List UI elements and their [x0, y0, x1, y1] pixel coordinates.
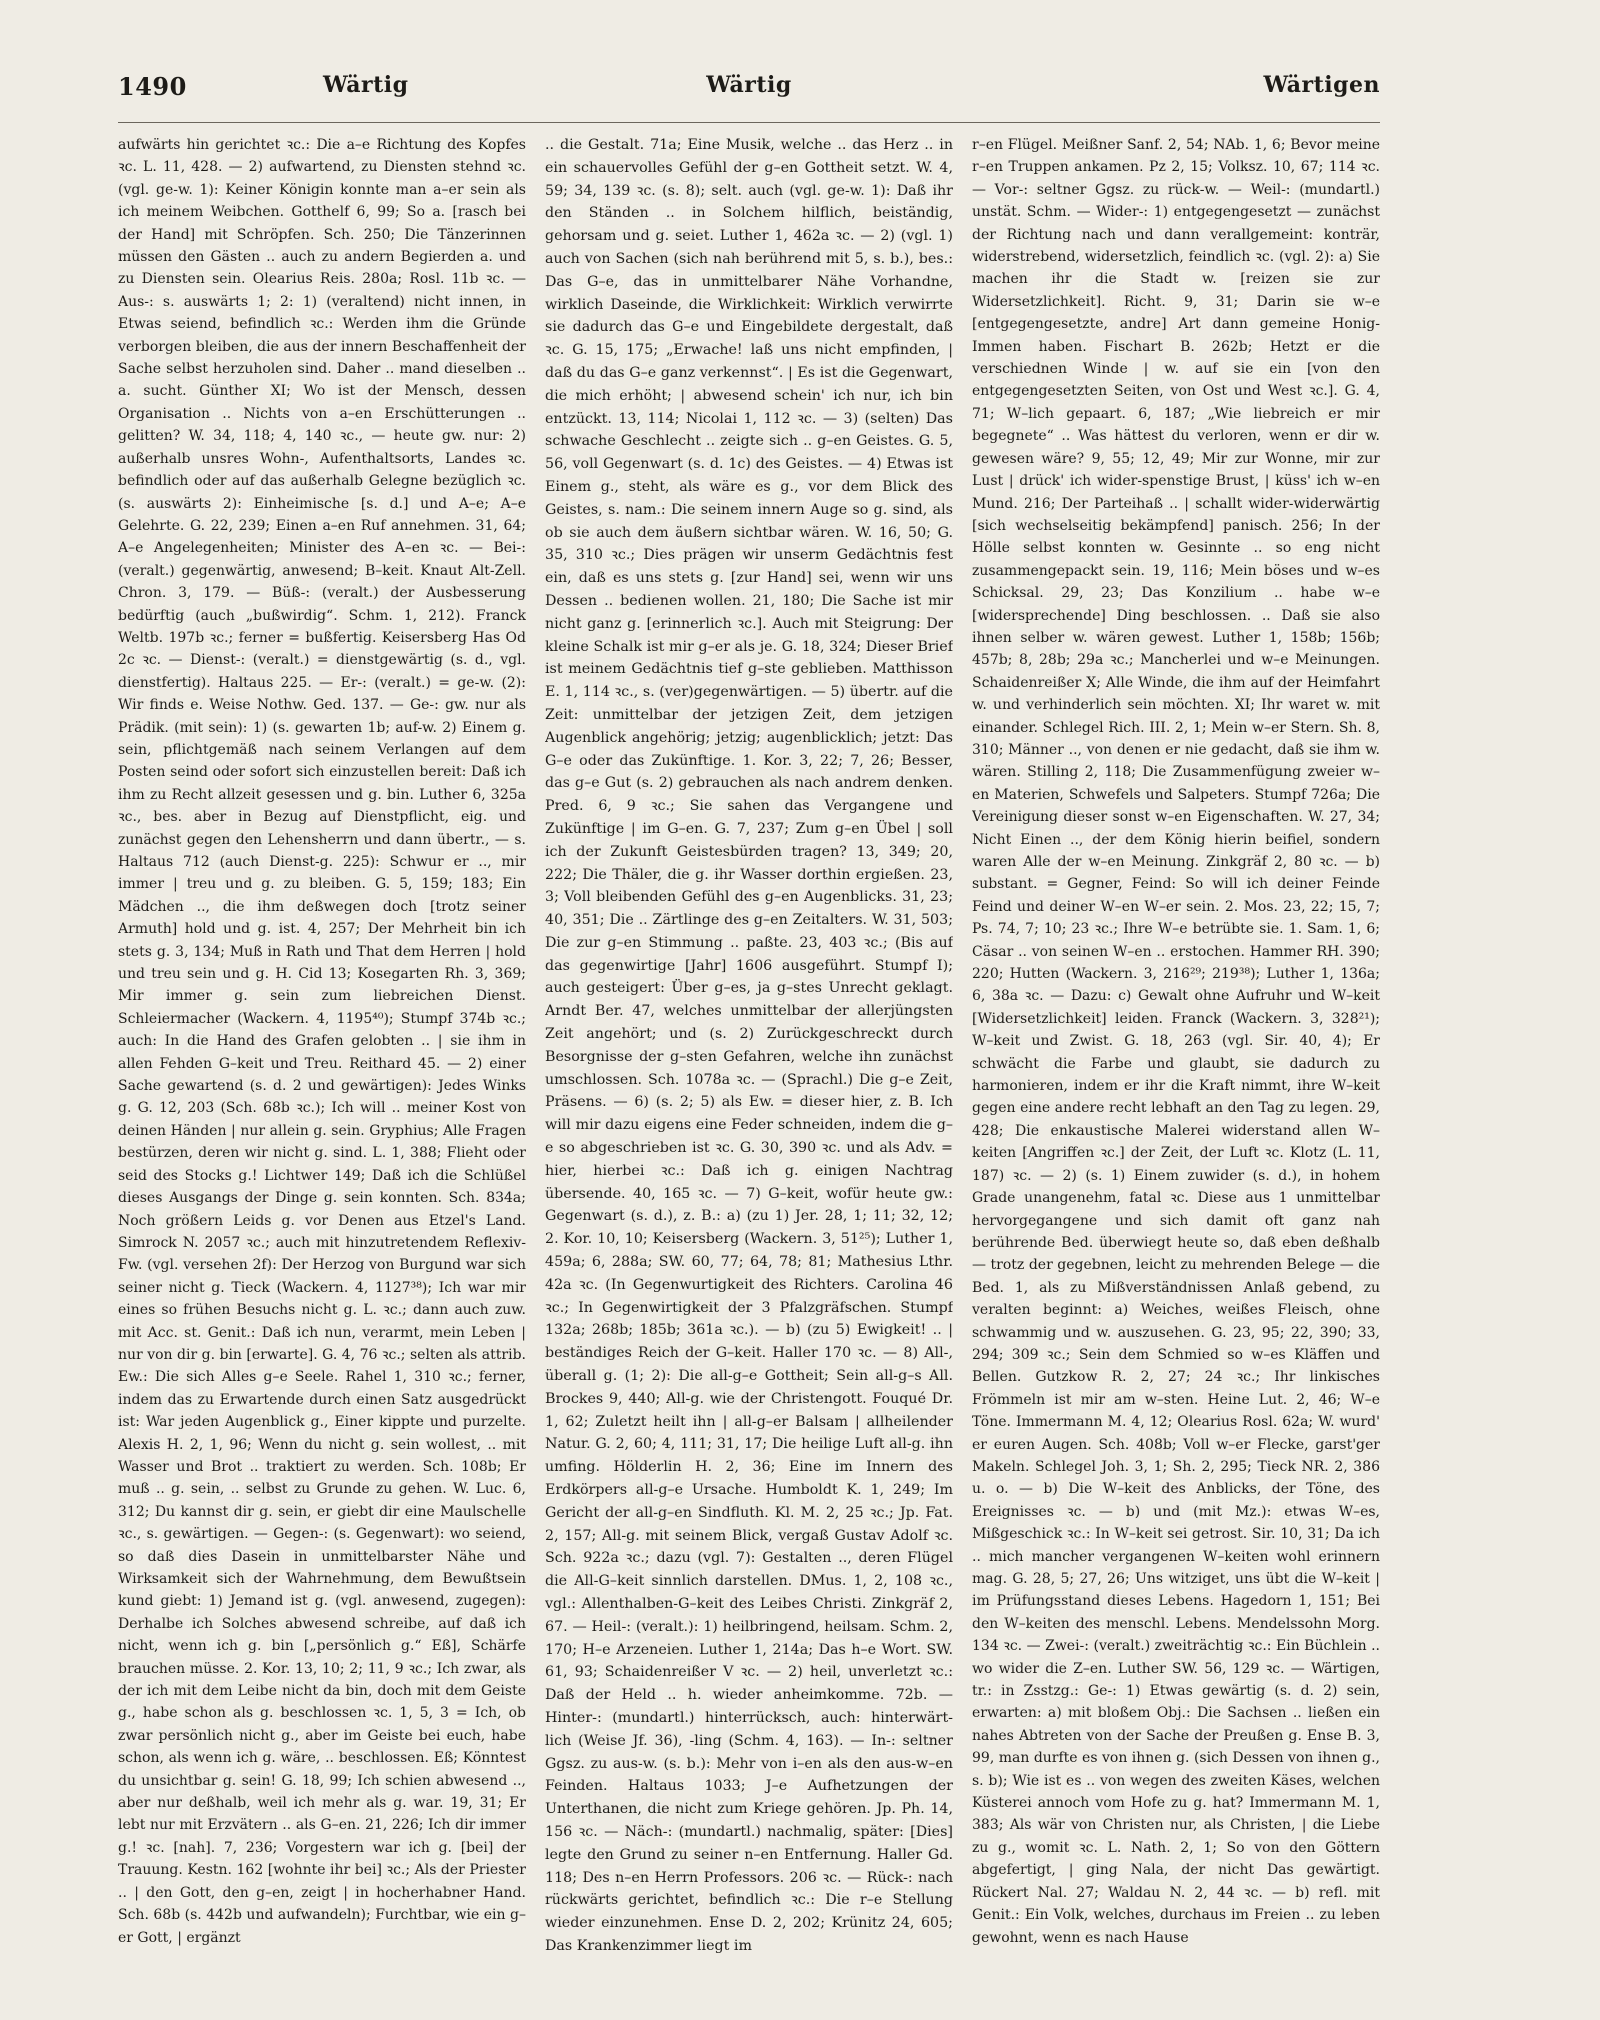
page-header: [118, 72, 1380, 112]
column-left: [118, 134, 526, 1994]
column-middle-text: .. die Gestalt. 71a; Eine Musik, welche .. das Herz .. in ein schauervolles Gefühl der g–en Gottheit setzt. W. 4, 59; 34, 139 ꝛc. (s. 8); selt. auch (vgl. ge-w. 1): Daß ihr den Ständen .. in Solchem hilflich, beiständig, gehorsam und g. seiet. Luther 1, 462a ꝛc. — 2) (vgl. 1) auch von Sachen (sich nah berührend mit 5, s. b.), bes.: Das G–e, das in unmittelbarer Nähe Vorhandne, wirklich Daseinde, die Wirklichkeit: Wirklich verwirrte sie dadurch das G–e und Eingebildete dergestalt, daß ꝛc. G. 15, 175; „Erwache! laß uns nicht empfinden, | daß du das G–e ganz verkennst“. | Es ist die Gegenwart, die mich erhöht; | abwesend schein' ich nur, ich bin entzückt. 13, 114; Nicolai 1, 112 ꝛc. — 3) (selten) Das schwache Geschlecht .. zeigte sich .. g–en Geistes. G. 5, 56, voll Gegenwart (s. d. 1c) des Geistes. — 4) Etwas ist Einem g., steht, als wäre es g., vor dem Blick des Geistes, s. nam.: Die seinem innern Auge so g. sind, als ob sie auch dem äußern sichtbar wären. W. 16, 50; G. 35, 310 ꝛc.; Dies prägen wir unserm Gedächtnis fest ein, daß es uns stets g. [zur Hand] sei, wenn wir uns Dessen .. bedienen wollen. 21, 180; Die Sache ist mir nicht ganz g. [erinnerlich ꝛc.]. Auch mit Steigrung: Der kleine Schalk ist mir g–er als je. G. 18, 324; Dieser Brief ist meinem Gedächtnis tief g–ste geblieben. Matthisson E. 1, 114 ꝛc., s. (ver)gegenwärtigen. — 5) übertr. auf die Zeit: unmittelbar der jetzigen Zeit, dem jetzigen Augenblick angehörig; jetzig; augenblicklich; jetzt: Das G–e oder das Zukünftige. 1. Kor. 3, 22; 7, 26; Besser, das g–e Gut (s. 2) gebrauchen als nach andrem denken. Pred. 6, 9 ꝛc.; Sie sahen das Vergangene und Zukünftige | im G–en. G. 7, 237; Zum g–en Übel | soll ich der Zukunft Geistesbürden tragen? 13, 349; 20, 222; Die Thäler, die g. ihr Wasser dorthin ergießen. 23, 3; Voll bleibenden Gefühl des g–en Augenblicks. 31, 23; 40, 351; Die .. Zärtlinge des g–en Zeitalters. W. 31, 503; Die zur g–en Stimmung .. paßte. 23, 403 ꝛc.; (Bis auf das gegenwirtige [Jahr] 1606 ausgeführt. Stumpf I); auch gesteigert: Über g–es, ja g–stes Unrecht geklagt. Arndt Ber. 47, welches unmittelbar der allerjüngsten Zeit angehört; und (s. 2) Zurückgeschreckt durch Besorgnisse der g–sten Gefahren, welche ihn zunächst umschlossen. Sch. 1078a ꝛc. — (Sprachl.) Die g–e Zeit, Präsens. — 6) (s. 2; 5) als Ew. = dieser hier, z. B. Ich will mir dazu eigens eine Feder schneiden, indem die g–e so abgeschrieben ist ꝛc. G. 30, 390 ꝛc. und als Adv. = hier, hierbei ꝛc.: Daß ich g. einigen Nachtrag übersende. 40, 165 ꝛc. — 7) G–keit, wofür heute gw.: Gegenwart (s. d.), z. B.: a) (zu 1) Jer. 28, 1; 11; 32, 12; 2. Kor. 10, 10; Keisersberg (Wackern. 3, 51²⁵); Luther 1, 459a; 6, 288a; SW. 60, 77; 64, 78; 81; Mathesius Lthr. 42a ꝛc. (In Gegenwurtigkeit des Richters. Carolina 46 ꝛc.; In Gegenwirtigkeit der 3 Pfalzgräfschen. Stumpf 132a; 268b; 185b; 361a ꝛc.). — b) (zu 5) Ewigkeit! .. | beständiges Reich der G–keit. Haller 170 ꝛc. — 8) All-, überall g. (1; 2): Die all-g–e Gottheit; Sein all-g–s All. Brockes 9, 440; All-g. wie der Christengott. Fouqué Dr. 1, 62; Zuletzt heilt ihn | all-g–er Balsam | allheilender Natur. G. 2, 60; 4, 111; 31, 17; Die heilige Luft all-g. ihn umfing. Hölderlin H. 2, 36; Eine im Innern des Erdkörpers all-g–e Ursache. Humboldt K. 1, 249; Im Gericht der all-g–en Sindfluth. Kl. M. 2, 25 ꝛc.; Jp. Fat. 2, 157; All-g. mit seinem Blick, vergaß Gustav Adolf ꝛc. Sch. 922a ꝛc.; dazu (vgl. 7): Gestalten .., deren Flügel die All-G–keit sinnlich darstellen. DMus. 1, 2, 108 ꝛc., vgl.: Allenthalben-G–keit des Leibes Christi. Zinkgräf 2, 67. — Heil-: (veralt.): 1) heilbringend, heilsam. Schm. 2, 170; H–e Arzeneien. Luther 1, 214a; Das h–e Wort. SW. 61, 93; Schaidenreißer V ꝛc. — 2) heil, unverletzt ꝛc.: Daß der Held .. h. wieder anheimkomme. 72b. — Hinter-: (mundartl.) hinterrücksch, auch: hinterwärt-lich (Weise Jf. 36), -ling (Schm. 4, 163). — In-: seltner Ggsz. zu aus-w. (s. b.): Mehr von i–en als den aus-w–en Feinden. Haltaus 1033; J–e Aufhetzungen der Unterthanen, die nicht zum Kriege gehören. Jp. Ph. 14, 156 ꝛc. — Näch-: (mundartl.) nachmalig, später: [Dies] legte den Grund zu seiner n–en Entfernung. Haller Gd. 118; Des n–en Herrn Professors. 206 ꝛc. — Rück-: nach rückwärts gerichtet, befindlich ꝛc.: Die r–e Stellung wieder einzunehmen. Ense D. 2, 202; Krünitz 24, 605; Das Krankenzimmer liegt im: [545, 137, 953, 1954]
column-left-text: aufwärts hin gerichtet ꝛc.: Die a–e Richtung des Kopfes ꝛc. L. 11, 428. — 2) aufwartend, zu Diensten stehnd ꝛc. (vgl. ge-w. 1): Keiner Königin konnte man a–er sein als ich meinem Weibchen. Gotthelf 6, 99; So a. [rasch bei der Hand] mit Schröpfen. Sch. 250; Die Tänzerinnen müssen den Gästen .. auch zu andern Begierden a. und zu Diensten sein. Olearius Reis. 280a; Rosl. 11b ꝛc. — Aus-: s. auswärts 1; 2: 1) (veraltend) nicht innen, in Etwas seiend, befindlich ꝛc.: Werden ihm die Gründe verborgen bleiben, die aus der innern Beschaffenheit der Sache selbst herzuholen sind. Daher .. mand dieselben .. a. sucht. Günther XI; Wo ist der Mensch, dessen Organisation .. Nichts von a–en Erschütterungen .. gelitten? W. 34, 118; 4, 140 ꝛc., — heute gw. nur: 2) außerhalb unsres Wohn-, Aufenthaltsorts, Landes ꝛc. befindlich oder auf das außerhalb Gelegne bezüglich ꝛc. (s. auswärts 2): Einheimische [s. d.] und A–e; A–e Gelehrte. G. 22, 239; Einen a–en Ruf annehmen. 31, 64; A–e Angelegenheiten; Minister des A–en ꝛc. — Bei-: (veralt.) gegenwärtig, anwesend; B–keit. Knaut Alt-Zell. Chron. 3, 179. — Büß-: (veralt.) der Ausbesserung bedürftig (auch „bußwirdig“. Schm. 1, 212). Franck Weltb. 197b ꝛc.; ferner = bußfertig. Keisersberg Has Od 2c ꝛc. — Dienst-: (veralt.) = dienstgewärtig (s. d., vgl. dienstfertig). Haltaus 225. — Er-: (veralt.) = ge-w. (2): Wir finds e. Weise Nothw. Ged. 137. — Ge-: gw. nur als Prädik. (mit sein): 1) (s. gewarten 1b; auf-w. 2) Einem g. sein, pflichtgemäß nach seinem Verlangen auf dem Posten seind oder sofort sich einzustellen bereit: Daß ich ihm zu Recht allzeit gesessen und g. bin. Luther 6, 325a ꝛc., bes. aber in Bezug auf Dienstpflicht, eig. und zunächst gegen den Lehensherrn und dann übertr., — s. Haltaus 712 (auch Dienst-g. 225): Schwur er .., mir immer | treu und g. zu bleiben. G. 5, 159; 183; Ein Mädchen .., die ihm deßwegen doch [trotz seiner Armuth] hold und g. ist. 4, 257; Der Mehrheit bin ich stets g. 3, 134; Muß in Rath und That dem Herren | hold und treu sein und g. H. Cid 13; Kosegarten Rh. 3, 369; Mir immer g. sein zum liebreichen Dienst. Schleiermacher (Wackern. 4, 1195⁴⁰); Stumpf 374b ꝛc.; auch: In die Hand des Grafen gelobten .. | sie ihm in allen Fehden G–keit und Treu. Reithard 45. — 2) einer Sache gewartend (s. d. 2 und gewärtigen): Jedes Winks g. G. 12, 203 (Sch. 68b ꝛc.); Ich will .. meiner Kost von deinen Händen | nur allein g. sein. Gryphius; Alle Fragen bestürzen, deren wir nicht g. sind. L. 1, 388; Flieht oder seid des Stocks g.! Lichtwer 149; Daß ich die Schlüßel dieses Ausgangs der Dinge g. sein konnten. Sch. 834a; Noch größern Leids g. vor Denen aus Etzel's Land. Simrock N. 2057 ꝛc.; auch mit hinzutretendem Reflexiv-Fw. (vgl. versehen 2f): Der Herzog von Burgund war sich seiner nicht g. Tieck (Wackern. 4, 1127³⁸); Ich war mir eines so frühen Besuchs nicht g. L. ꝛc.; dann auch zuw. mit Acc. st. Genit.: Daß ich nun, verarmt, mein Leben | nur von dir g. bin [erwarte]. G. 4, 76 ꝛc.; selten als attrib. Ew.: Die sich Alles g–e Seele. Rahel 1, 310 ꝛc.; ferner, indem das zu Erwartende durch einen Satz ausgedrückt ist: War jeden Augenblick g., Einer kippte und purzelte. Alexis H. 2, 1, 96; Wenn du nicht g. sein wollest, .. mit Wasser und Brot .. traktiert zu werden. Sch. 108b; Er muß .. g. sein, .. selbst zu Grunde zu gehen. W. Luc. 6, 312; Du kannst dir g. sein, er giebt dir eine Maulschelle ꝛc., s. gewärtigen. — Gegen-: (s. Gegenwart): wo seiend, so daß dies Dasein in unmittelbarster Nähe und Wirksamkeit sich der Wahrnehmung, dem Bewußtsein kund giebt: 1) Jemand ist g. (vgl. anwesend, zugegen): Derhalbe ich Solches abwesend schreibe, auf daß ich nicht, wenn ich g. bin [„persönlich g.“ Eß], Schärfe brauchen müsse. 2. Kor. 13, 10; 2; 11, 9 ꝛc.; Ich zwar, als der ich mit dem Leibe nicht da bin, doch mit dem Geiste g., habe schon als g. beschlossen ꝛc. 1, 5, 3 = Ich, ob zwar persönlich nicht g., aber im Geiste bei euch, habe schon, als wenn ich g. wäre, .. beschlossen. Eß; Könntest du unsichtbar g. sein! G. 18, 99; Ich schien abwesend .., aber nur deßhalb, weil ich mehr als g. war. 19, 31; Er lebt nur mit Erzvätern .. als G–en. 21, 226; Ich dir immer g.! ꝛc. [nah]. 7, 236; Vorgestern war ich g. [bei] der Trauung. Kestn. 162 [wohnte ihr bei] ꝛc.; Als der Priester .. | den Gott, den g–en, zeigt | in hocherhabner Hand. Sch. 68b (s. 442b und aufwandeln); Furchtbar, wie ein g–er Gott, | ergänzt: [118, 137, 526, 1946]
header-rule: [118, 122, 1380, 123]
column-middle: [545, 134, 953, 1994]
header-left-word: Wärtig: [323, 72, 409, 98]
column-right: [972, 134, 1380, 1994]
column-right-text: r–en Flügel. Meißner Sanf. 2, 54; NAb. 1, 6; Bevor meine r–en Truppen ankamen. Pz 2, 15; Volksz. 10, 67; 114 ꝛc. — Vor-: seltner Ggsz. zu rück-w. — Weil-: (mundartl.) unstät. Schm. — Wider-: 1) entgegengesetzt — zunächst der Richtung nach und dann verallgemeint: konträr, widerstrebend, widersetzlich, feindlich ꝛc. (vgl. 2): a) Sie machen ihr die Stadt w. [reizen sie zur Widersetzlichkeit]. Richt. 9, 31; Darin sie w–e [entgegengesetzte, andre] Art dann gemeine Honig-Immen haben. Fischart B. 262b; Hetzt er die verschiednen Winde | w. auf sie ein [von den entgegengesetzten Seiten, von Ost und West ꝛc.]. G. 4, 71; W–lich gepaart. 6, 187; „Wie liebreich er mir begegnete“ .. Was hättest du verloren, wenn er dir w. gewesen wäre? 9, 55; 12, 49; Mir zur Wonne, mir zur Lust | drück' ich wider-spenstige Brust, | küss' ich w–en Mund. 216; Der Parteihaß .. | schallt wider-widerwärtig [sich wechselseitig bekämpfend] panisch. 256; In der Hölle selbst konnten w. Gesinnte .. so eng nicht zusammengepackt sein. 19, 116; Mein böses und w–es Schicksal. 29, 23; Das Konzilium .. habe w–e [widersprechende] Ding beschlossen. .. Daß sie also ihnen selber w. wären gewest. Luther 1, 158b; 156b; 457b; 8, 28b; 29a ꝛc.; Mancherlei und w–e Meinungen. Schaidenreißer X; Alle Winde, die ihm auf der Heimfahrt w. und verhinderlich sein möchten. XI; Ihr waret w. mit einander. Schlegel Rich. III. 2, 1; Mein w–er Stern. Sh. 8, 310; Männer .., von denen er nie gedacht, daß sie ihm w. wären. Stilling 2, 118; Die Zusammenfügung zweier w–en Materien, Schwefels und Salpeters. Stumpf 726a; Die Vereinigung dieser sonst w–en Eigenschaften. W. 27, 34; Nicht Einen .., der dem König hierin beifiel, sondern waren Alle der w–en Meinung. Zinkgräf 2, 80 ꝛc. — b) substant. = Gegner, Feind: So will ich deiner Feinde Feind und deiner W–en W–er sein. 2. Mos. 23, 22; 15, 7; Ps. 74, 7; 10; 23 ꝛc.; Ihre W–e betrübte sie. 1. Sam. 1, 6; Cäsar .. von seinen W–en .. erstochen. Hammer RH. 390; 220; Hutten (Wackern. 3, 216²⁹; 219³⁸); Luther 1, 136a; 6, 38a ꝛc. — Dazu: c) Gewalt ohne Aufruhr und W–keit [Widersetzlichkeit] leiden. Franck (Wackern. 3, 328²¹); W–keit und Zwist. G. 18, 263 (vgl. Sir. 40, 4); Er schwächt die Farbe und glaubt, sie dadurch zu harmonieren, indem er ihr die Kraft nimmt, ihre W–keit gegen eine andere recht lebhaft an den Tag zu legen. 29, 428; Die enkaustische Malerei widerstand allen W–keiten [Angriffen ꝛc.] der Zeit, der Luft ꝛc. Klotz (L. 11, 187) ꝛc. — 2) (s. 1) Einem zuwider (s. d.), in hohem Grade unangenehm, fatal ꝛc. Diese aus 1 unmittelbar hervorgegangene und sich damit oft ganz nah berührende Bed. überwiegt heute so, daß eben deßhalb — trotz der gegebnen, leicht zu mehrenden Belege — die Bed. 1, als zu Mißverständnissen Anlaß gebend, zu veralten beginnt: a) Weiches, weißes Fleisch, ohne schwammig und w. auszusehen. G. 23, 95; 22, 390; 33, 294; 309 ꝛc.; Sein dem Schmied so w–es Kläffen und Bellen. Gutzkow R. 2, 27; 24 ꝛc.; Ihr linkisches Frömmeln ist mir am w–sten. Heine Lut. 2, 46; W–e Töne. Immermann M. 4, 12; Olearius Rosl. 62a; W. wurd' er euren Augen. Sch. 408b; Voll w–er Flecke, garst'ger Makeln. Schlegel Joh. 3, 1; Sh. 2, 295; Tieck NR. 2, 386 u. o. — b) Die W–keit des Anblicks, der Töne, des Ereignisses ꝛc. — b) und (mit Mz.): etwas W–es, Mißgeschick ꝛc.: In W–keit sei getrost. Sir. 10, 31; Da ich .. mich mancher vergangenen W–keiten wohl erinnern mag. G. 28, 5; 27, 26; Uns witziget, uns übt die W–keit | im Prüfungsstand dieses Lebens. Hagedorn 1, 151; Bei den W–keiten des menschl. Lebens. Mendelssohn Morg. 134 ꝛc. — Zwei-: (veralt.) zweiträchtig ꝛc.: Ein Büchlein .. wo wider die Z–en. Luther SW. 56, 129 ꝛc. — Wärtigen, tr.: in Zsstzg.: Ge-: 1) Etwas gewärtig (s. d. 2) sein, erwarten: a) mit bloßem Obj.: Die Sachsen .. ließen ein nahes Abtreten von der Sache der Preußen g. Ense B. 3, 99, man durfte es von ihnen g. (sich Dessen von ihnen g., s. b); Wie ist es .. von wegen des zweiten Käses, welchen Küsterei annoch vom Hofe zu g. hat? Immermann M. 1, 383; Als wär von Christen nur, als Christen, | die Liebe zu g., womit ꝛc. L. Nath. 2, 1; So von den Göttern abgefertigt, | ging Nala, der nicht Das gewärtigt. Rückert Nal. 27; Waldau N. 2, 44 ꝛc. — b) refl. mit Genit.: Ein Volk, welches, durchaus im Freien .. zu leben gewohnt, wenn es nach Hause: [972, 137, 1380, 1946]
header-center-word: Wärtig: [706, 72, 792, 98]
page-number: 1490: [118, 72, 187, 101]
header-right-word: Wärtigen: [1263, 72, 1380, 98]
